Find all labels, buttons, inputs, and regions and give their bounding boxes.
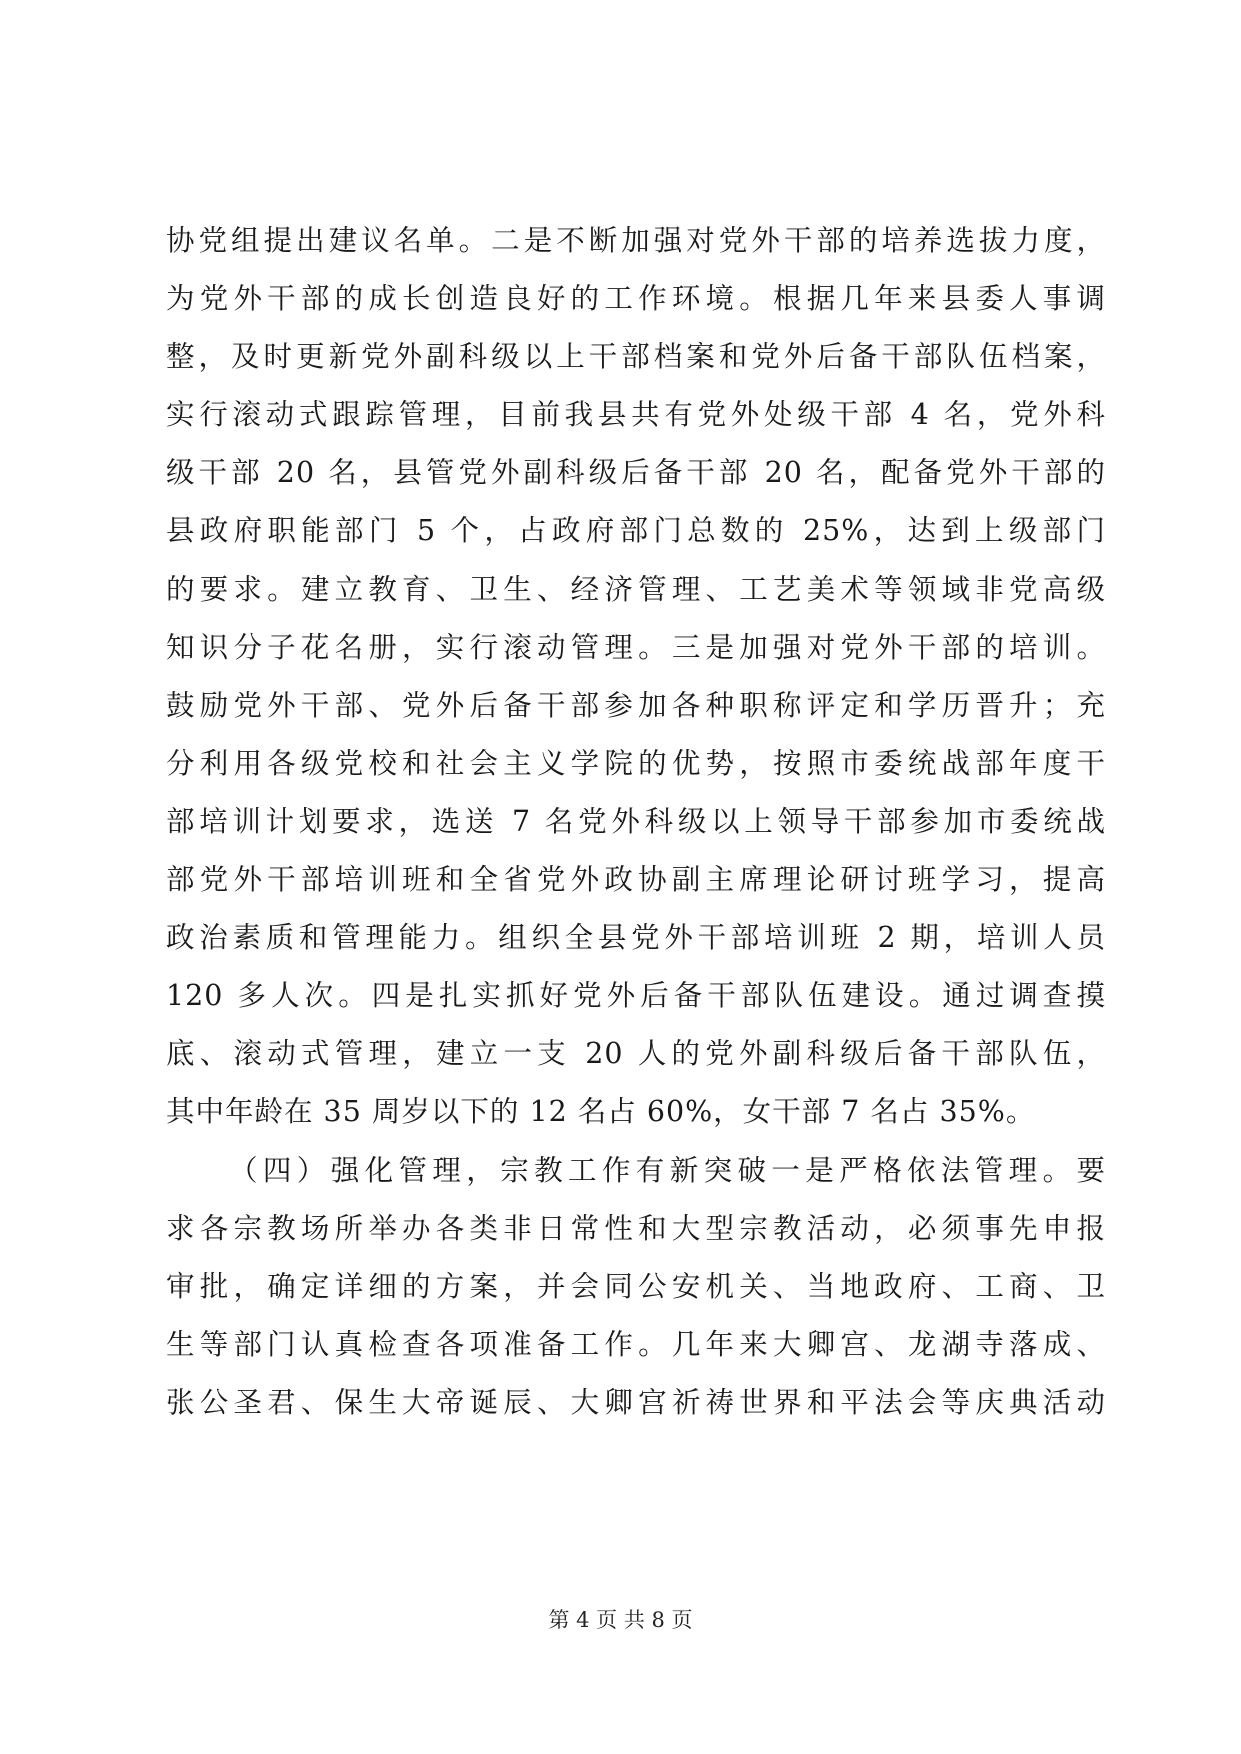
text-line: 的要求。建立教育、卫生、经济管理、工艺美术等领域非党高级 <box>166 572 1106 606</box>
text-line: 鼓励党外干部、党外后备干部参加各种职称评定和学历晋升；充 <box>166 688 1106 722</box>
text-line: 求各宗教场所举办各类非日常性和大型宗教活动，必须事先申报 <box>166 1211 1106 1245</box>
text-line: 知识分子花名册，实行滚动管理。三是加强对党外干部的培训。 <box>166 630 1106 664</box>
text-line: 协党组提出建议名单。二是不断加强对党外干部的培养选拔力度， <box>166 224 1106 257</box>
page-number-footer: 第 4 页 共 8 页 <box>548 1608 693 1632</box>
text-line: 120 多人次。四是扎实抓好党外后备干部队伍建设。通过调查摸 <box>166 979 1106 1013</box>
text-line: 级干部 20 名，县管党外副科级后备干部 20 名，配备党外干部的 <box>166 456 1106 490</box>
text-line: 分利用各级党校和社会主义学院的优势，按照市委统战部年度干 <box>166 746 1106 780</box>
text-line: 底、滚动式管理，建立一支 20 人的党外副科级后备干部队伍， <box>166 1037 1106 1071</box>
text-line: 部培训计划要求，选送 7 名党外科级以上领导干部参加市委统战 <box>166 804 1106 838</box>
section-heading-line: （四）强化管理，宗教工作有新突破一是严格依法管理。要 <box>229 1153 1106 1187</box>
text-line: 审批，确定详细的方案，并会同公安机关、当地政府、工商、卫 <box>166 1269 1106 1303</box>
text-line: 为党外干部的成长创造良好的工作环境。根据几年来县委人事调 <box>166 282 1106 316</box>
text-line: 政治素质和管理能力。组织全县党外干部培训班 2 期，培训人员 <box>166 921 1106 955</box>
text-line: 县政府职能部门 5 个，占政府部门总数的 25%，达到上级部门 <box>166 514 1106 548</box>
body-text <box>166 212 1106 1432</box>
text-line: 部党外干部培训班和全省党外政协副主席理论研讨班学习，提高 <box>166 863 1106 897</box>
paragraph-end-line: 其中年龄在 35 周岁以下的 12 名占 60%，女干部 7 名占 35%。 <box>166 1095 1036 1129</box>
text-line: 实行滚动式跟踪管理，目前我县共有党外处级干部 4 名，党外科 <box>166 398 1106 432</box>
text-line: 张公圣君、保生大帝诞辰、大卿宫祈祷世界和平法会等庆典活动 <box>166 1385 1106 1419</box>
text-line: 整，及时更新党外副科级以上干部档案和党外后备干部队伍档案， <box>166 340 1106 374</box>
text-line: 生等部门认真检查各项准备工作。几年来大卿宫、龙湖寺落成、 <box>166 1327 1106 1361</box>
